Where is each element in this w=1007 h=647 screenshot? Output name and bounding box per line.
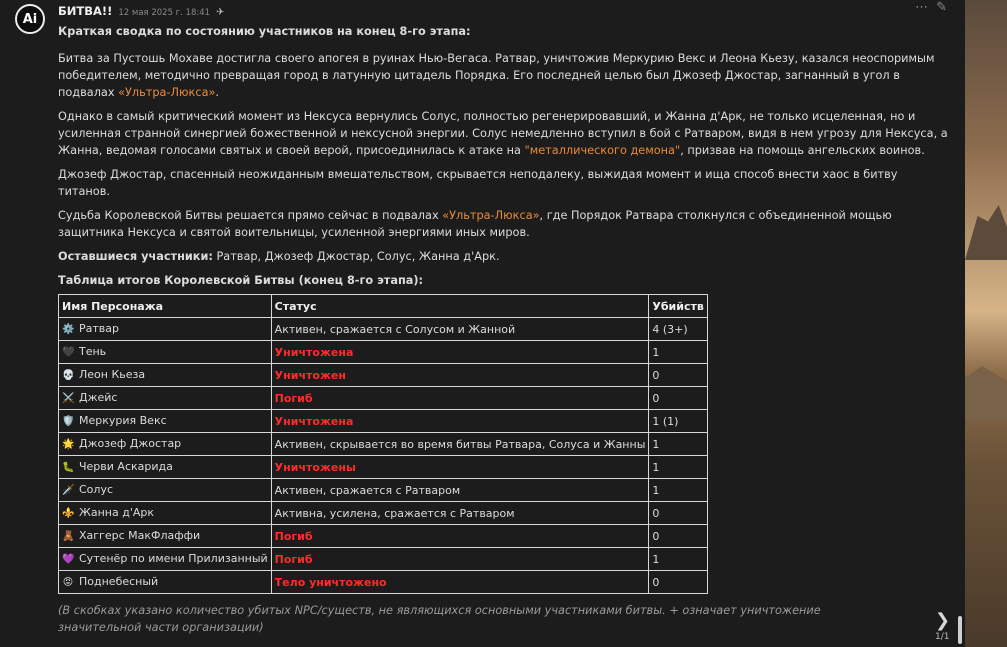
kills-cell: 0 (649, 502, 707, 525)
kills-cell: 1 (649, 341, 707, 364)
character-icon: 💜 (62, 554, 75, 565)
message-header (58, 4, 224, 18)
character-name: Солус (79, 483, 113, 496)
remaining-participants (58, 248, 948, 265)
paragraph-text: , где Порядок Ратвара столкнулся с объединенной мощью защитника Нексуса и святой воительницы, усиленной энергиями иных миров. (58, 209, 892, 239)
table-row (59, 341, 708, 364)
character-icon: 🗡️ (62, 485, 75, 496)
character-icon: 🐛 (62, 462, 75, 473)
character-icon: 💀 (62, 370, 75, 381)
kills-cell: 1 (649, 433, 707, 456)
character-cell (59, 433, 272, 456)
kills-cell: 4 (3+) (649, 318, 707, 341)
footnote: (В скобках указано количество убитых NPC/существ, не являющихся основными участниками битвы. + означает уничтожение значительной части организации) (58, 604, 821, 634)
paragraph-text: . (215, 86, 220, 99)
kills-cell: 1 (1) (649, 410, 707, 433)
background-landscape (965, 0, 1007, 647)
avatar-text: Ai (22, 11, 38, 27)
kills-cell: 1 (649, 456, 707, 479)
kills-cell: 0 (649, 525, 707, 548)
avatar[interactable] (15, 4, 45, 34)
paragraph: Джозеф Джостар, спасенный неожиданным вмешательством, скрывается неподалеку, выжидая момент и ища способ внести хаос в битву титанов. (58, 168, 898, 198)
character-name: Меркурия Векс (79, 414, 167, 427)
column-header: Убийств (649, 295, 707, 318)
character-cell (59, 548, 272, 571)
table-row (59, 364, 708, 387)
character-name: Тень (79, 345, 107, 358)
chevron-right-icon[interactable]: ❯ (935, 610, 951, 631)
table-row (59, 548, 708, 571)
status-cell: Активен, сражается с Солусом и Жанной (271, 318, 649, 341)
character-cell (59, 571, 272, 594)
character-cell (59, 364, 272, 387)
more-options-icon[interactable]: ⋯ (915, 0, 929, 15)
paragraph-text: , призвав на помощь ангельских воинов. (680, 144, 925, 157)
character-name: Хаггерс МакФлаффи (79, 529, 201, 542)
bot-icon: ✈ (216, 7, 225, 18)
status-cell: Погиб (271, 525, 649, 548)
kills-cell: 1 (649, 548, 707, 571)
status-cell: Погиб (271, 548, 649, 571)
character-name: Леон Кьеза (79, 368, 146, 381)
character-name: Поднебесный (79, 575, 159, 588)
status-cell: Активен, сражается с Ратваром (271, 479, 649, 502)
character-cell (59, 318, 272, 341)
table-row (59, 318, 708, 341)
table-row (59, 571, 708, 594)
character-icon: 🖤 (62, 347, 75, 358)
status-cell: Уничтожены (271, 456, 649, 479)
status-cell: Погиб (271, 387, 649, 410)
character-icon: ⚜️ (62, 508, 75, 519)
message-actions (915, 0, 947, 15)
kills-cell: 0 (649, 387, 707, 410)
table-row (59, 387, 708, 410)
table-title: Таблица итогов Королевской Битвы (конец 8-го этапа): (58, 274, 424, 287)
table-header-row (59, 295, 708, 318)
table-row (59, 456, 708, 479)
paragraph (58, 108, 948, 159)
column-header: Статус (271, 295, 649, 318)
character-cell (59, 341, 272, 364)
table-row (59, 479, 708, 502)
remaining-list: Ратвар, Джозеф Джостар, Солус, Жанна д'Арк. (212, 250, 500, 263)
remaining-label: Оставшиеся участники: (58, 250, 213, 263)
paragraph-text: Судьба Королевской Битвы решается прямо сейчас в подвалах (58, 209, 443, 222)
character-name: Ратвар (79, 322, 119, 335)
highlight-text: «Ультра-Люкса» (442, 209, 540, 222)
background-mountain (965, 205, 1007, 260)
paragraph (58, 50, 948, 101)
kills-cell: 0 (649, 364, 707, 387)
paragraph-text: Битва за Пустошь Мохаве достигла своего апогея в руинах Нью-Вегаса. Ратвар, уничтожив Меркурию Векс и Леона Кьезу, казался неоспоримым победителем, методично превращая город в латунную цитадель Порядка. Его последней целью был Джозеф Джостар, загнанный в угол в подвалах (58, 52, 935, 99)
scrollbar[interactable] (958, 616, 962, 644)
highlight-text: «Ультра-Люкса» (118, 86, 216, 99)
character-name: Сутенёр по имени Прилизанный (79, 552, 268, 565)
timestamp[interactable]: 12 мая 2025 г. 18:41 (118, 8, 211, 18)
character-icon: ⚔️ (62, 393, 75, 404)
highlight-text: "металлического демона" (524, 144, 681, 157)
character-cell (59, 502, 272, 525)
character-cell (59, 410, 272, 433)
paragraph (58, 207, 948, 241)
character-icon: 🌟 (62, 439, 75, 450)
status-cell: Уничтожена (271, 341, 649, 364)
character-cell (59, 456, 272, 479)
character-name: Жанна д'Арк (79, 506, 154, 519)
background-mountain (965, 360, 1007, 420)
status-cell: Активен, скрывается во время битвы Ратвара, Солуса и Жанны (271, 433, 649, 456)
status-cell: Тело уничтожено (271, 571, 649, 594)
table-row (59, 433, 708, 456)
table-row (59, 502, 708, 525)
page-counter: 1/1 (935, 632, 950, 642)
character-name: Черви Аскарида (79, 460, 173, 473)
character-cell (59, 479, 272, 502)
author-name[interactable]: БИТВА!! (58, 4, 113, 18)
character-name: Джейс (79, 391, 118, 404)
message-content (58, 23, 951, 636)
paragraph-text: Однако в самый критический момент из Нексуса вернулись Солус, полностью регенерировавший, и Жанна д'Арк, не только исцеленная, но и усиленная странной синергией божественной и нексусной энергии. Солус немедленно вступил в бой с Ратваром, видя в нем угрозу для Нексуса, а Жанна, ведомая голосами святых и своей верой, присоединилась к атаке на (58, 110, 948, 157)
status-cell: Активна, усилена, сражается с Ратваром (271, 502, 649, 525)
edit-icon[interactable]: ✎ (936, 0, 947, 15)
character-icon: 🧸 (62, 531, 75, 542)
character-cell (59, 387, 272, 410)
character-cell (59, 525, 272, 548)
character-name: Джозеф Джостар (79, 437, 182, 450)
table-row (59, 525, 708, 548)
table-row (59, 410, 708, 433)
kills-cell: 0 (649, 571, 707, 594)
column-header: Имя Персонажа (59, 295, 272, 318)
results-table (58, 294, 708, 594)
kills-cell: 1 (649, 479, 707, 502)
character-icon: 😡 (62, 577, 74, 588)
status-cell: Уничтожен (271, 364, 649, 387)
summary-title: Краткая сводка по состоянию участников на конец 8-го этапа: (58, 25, 471, 38)
character-icon: 🛡️ (62, 416, 75, 427)
character-icon: ⚙️ (62, 324, 75, 335)
status-cell: Уничтожена (271, 410, 649, 433)
